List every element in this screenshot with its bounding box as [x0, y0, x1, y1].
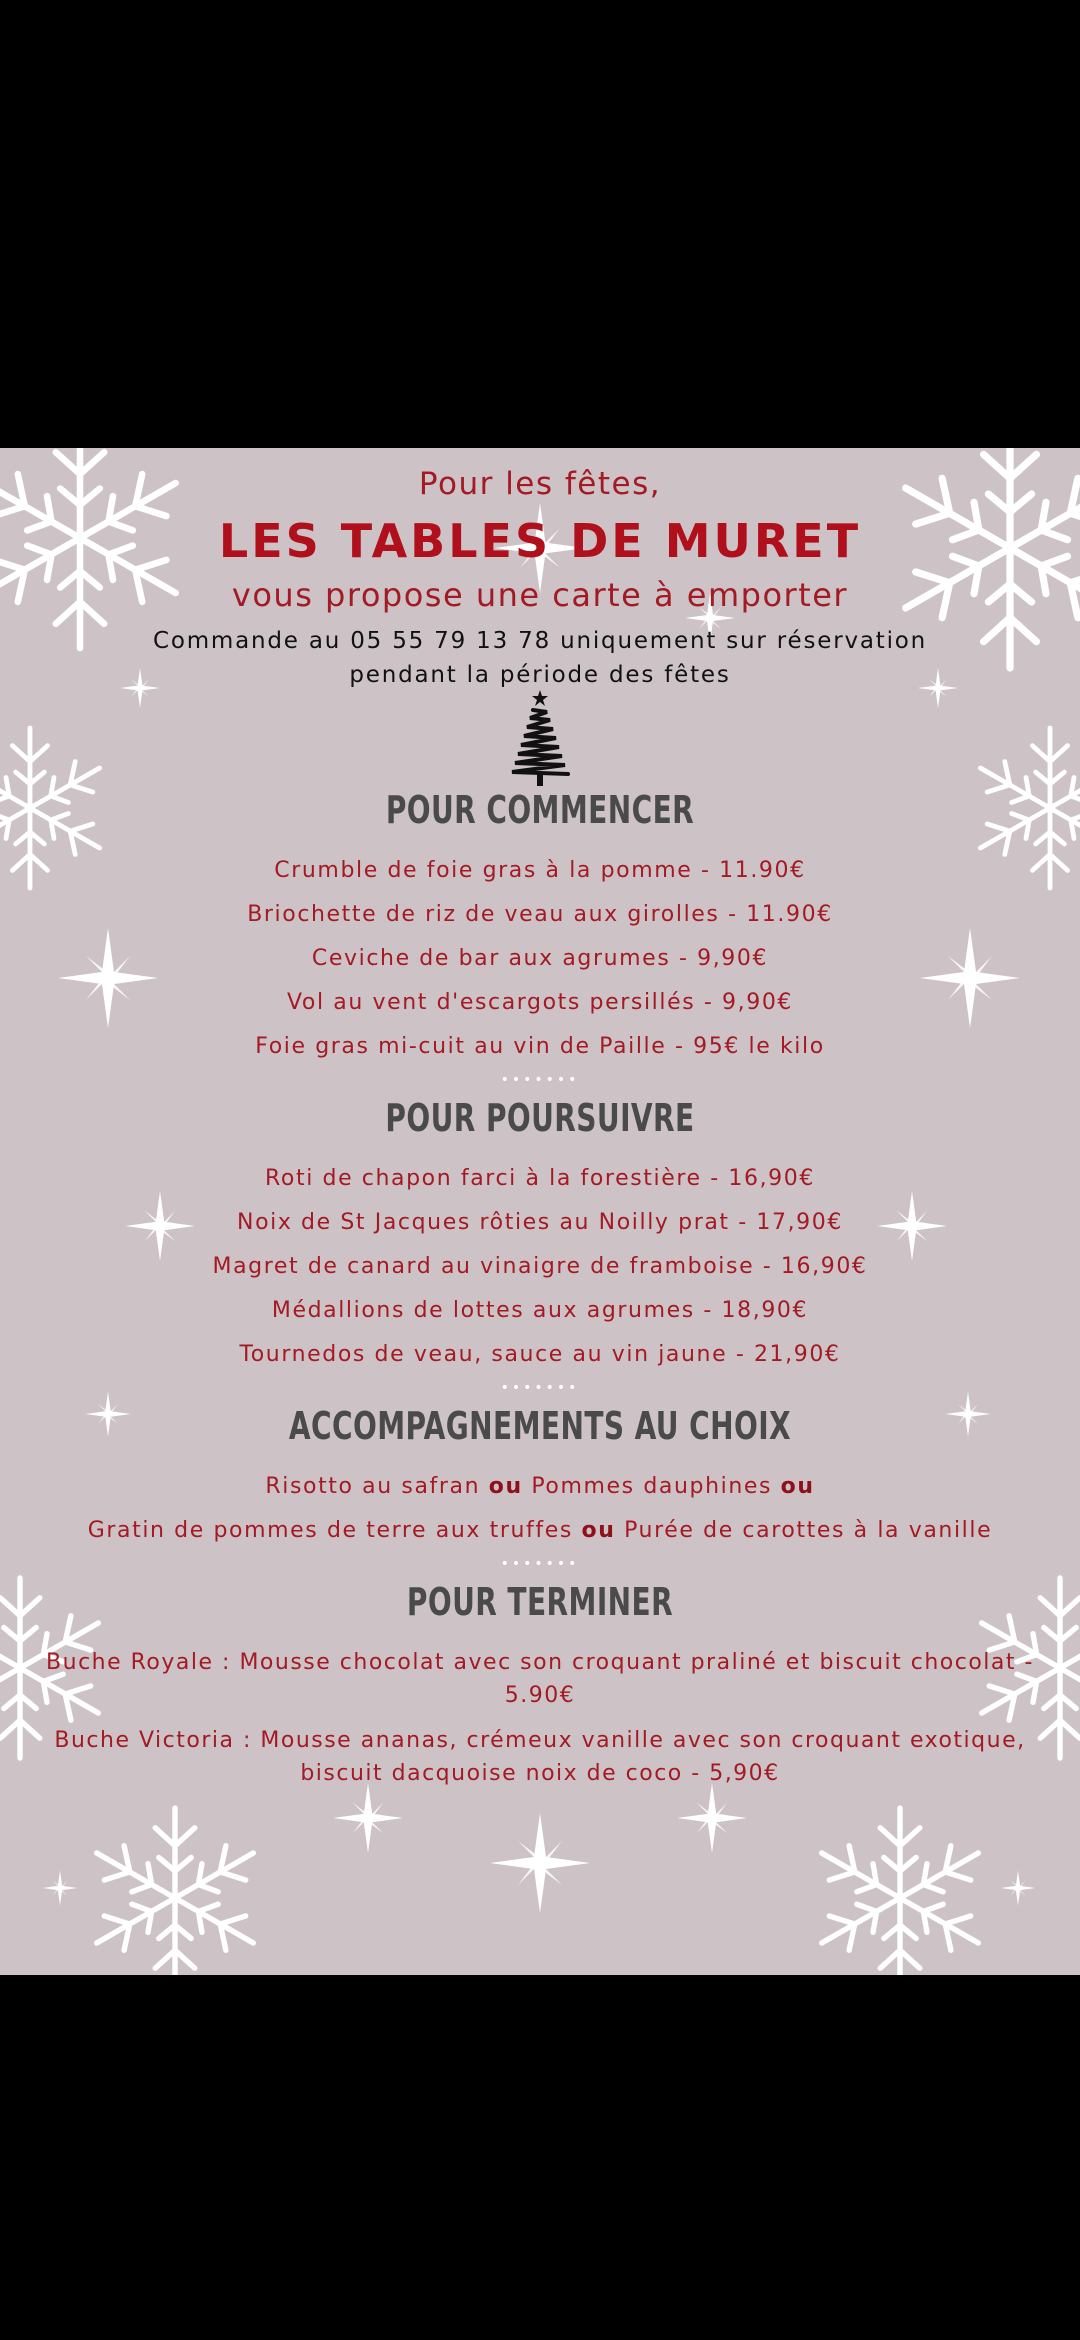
- or-word: ou: [488, 1474, 523, 1499]
- sides-line-1: [0, 1474, 1080, 1499]
- or-word: ou: [780, 1474, 815, 1499]
- sparkle-star-icon: [43, 1871, 78, 1906]
- menu-item: Foie gras mi-cuit au vin de Paille - 95€ le kilo: [255, 1034, 825, 1059]
- or-word: ou: [581, 1518, 616, 1543]
- sides-line-2: [0, 1518, 1080, 1543]
- menu-poster: [0, 448, 1080, 1975]
- section-title-mains: POUR POURSUIVRE: [385, 1096, 695, 1140]
- separator-dots: •••••••: [500, 1380, 580, 1396]
- sparkle-star-icon: [677, 1783, 747, 1853]
- menu-item: Ceviche de bar aux agrumes - 9,90€: [311, 946, 769, 971]
- menu-item: Médallions de lottes aux agrumes - 18,90€: [271, 1298, 809, 1323]
- menu-item: Roti de chapon farci à la forestière - 16,90€: [265, 1166, 815, 1191]
- order-info: [0, 624, 1080, 692]
- sparkle-star-icon: [333, 1783, 403, 1853]
- section-title-sides: ACCOMPAGNEMENTS AU CHOIX: [288, 1404, 792, 1448]
- sparkle-star-icon: [1001, 1871, 1036, 1906]
- menu-item: Magret de canard au vinaigre de framboise - 16,90€: [212, 1254, 868, 1279]
- menu-item: Noix de St Jacques rôties au Noilly prat - 17,90€: [237, 1210, 843, 1235]
- christmas-tree-icon: [500, 688, 580, 788]
- section-title-desserts: POUR TERMINER: [406, 1580, 674, 1624]
- takeaway-line: vous propose une carte à emporter: [231, 576, 849, 614]
- sparkle-star-icon: [490, 1813, 590, 1913]
- order-line-1: Commande au 05 55 79 13 78 uniquement sur réservation: [152, 628, 928, 654]
- intro-line: Pour les fêtes,: [418, 466, 662, 502]
- dessert-item: Buche Victoria : Mousse ananas, crémeux vanille avec son croquant exotique, biscuit dacquoise noix de coco - 5,90€: [54, 1728, 1026, 1786]
- snowflake-icon: [97, 1808, 254, 1975]
- side-pommes: Pommes dauphines: [531, 1474, 773, 1499]
- menu-item: Briochette de riz de veau aux girolles - 11.90€: [247, 902, 833, 927]
- separator-dots: •••••••: [500, 1556, 580, 1572]
- section-title-starters: POUR COMMENCER: [385, 788, 695, 832]
- order-line-2: pendant la période des fêtes: [349, 662, 731, 688]
- side-risotto: Risotto au safran: [265, 1474, 481, 1499]
- menu-item: Tournedos de veau, sauce au vin jaune - 21,90€: [239, 1342, 841, 1367]
- side-gratin: Gratin de pommes de terre aux truffes: [87, 1518, 573, 1543]
- separator-dots: •••••••: [500, 1072, 580, 1088]
- side-puree: Purée de carottes à la vanille: [624, 1518, 993, 1543]
- restaurant-name: LES TABLES DE MURET: [218, 514, 862, 568]
- menu-item: Vol au vent d'escargots persillés - 9,90€: [286, 990, 794, 1015]
- snowflake-icon: [822, 1808, 979, 1975]
- dessert-item: Buche Royale : Mousse chocolat avec son croquant praliné et biscuit chocolat - 5.90€: [46, 1650, 1034, 1708]
- menu-item: Crumble de foie gras à la pomme - 11.90€: [274, 858, 806, 883]
